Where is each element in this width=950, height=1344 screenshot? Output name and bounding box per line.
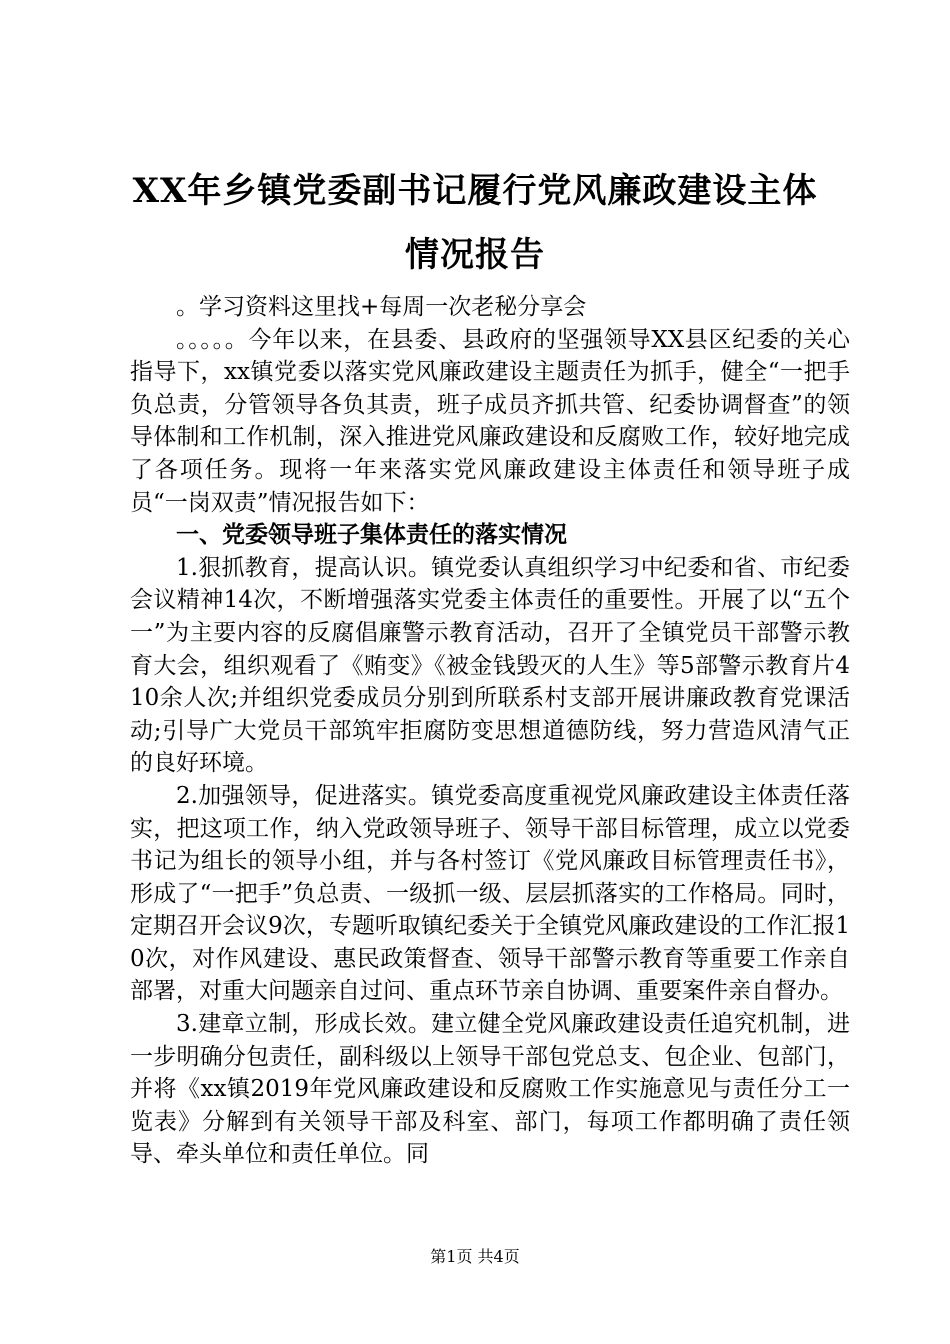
document-body [130, 291, 850, 1171]
paragraph-leadership: 2.加强领导，促进落实。镇党委高度重视党风廉政建设主体责任落实，把这项工作，纳入党政领导班子、领导干部目标管理，成立以党委书记为组长的领导小组，并与各村签订《党风廉政目标管理责任书》，形成了“一把手”负总责、一级抓一级、层层抓落实的工作格局。同时，定期召开会议9次，专题听取镇纪委关于全镇党风廉政建设的工作汇报10次，对作风建设、惠民政策督查、领导干部警示教育等重要工作亲自部署，对重大问题亲自过问、重点环节亲自协调、重要案件亲自督办。 [130, 782, 850, 1005]
intro-note: 。学习资料这里找+每周一次老秘分享会 [176, 294, 587, 320]
paragraph-institutions: 3.建章立制，形成长效。建立健全党风廉政建设责任追究机制，进一步明确分包责任，副科级以上领导干部包党总支、包企业、包部门，并将《xx镇2019年党风廉政建设和反腐败工作实施意见与责任分工一览表》分解到有关领导干部及科室、部门，每项工作都明确了责任领导、牵头单位和责任单位。同 [130, 1011, 850, 1168]
document-title-line-1: XX年乡镇党委副书记履行党风廉政建设主体 [132, 171, 818, 211]
page-footer: 第1页 共4页 [430, 1247, 520, 1266]
paragraph-education: 1.狠抓教育，提高认识。镇党委认真组织学习中纪委和省、市纪委会议精神14次，不断增强落实党委主体责任的重要性。开展了以“五个一”为主要内容的反腐倡廉警示教育活动，召开了全镇党员干部警示教育大会，组织观看了《贿变》《被金钱毁灭的人生》等5部警示教育片410余人次;并组织党委成员分别到所联系村支部开展讲廉政教育党课活动;引导广大党员干部筑牢拒腐防变思想道德防线，努力营造风清气正的良好环境。 [130, 554, 850, 777]
opening-paragraph: 。。。。。今年以来，在县委、县政府的坚强领导XX县区纪委的关心指导下，xx镇党委以落实党风廉政建设主题责任为抓手，健全“一把手负总责，分管领导各负其责，班子成员齐抓共管、纪委协调督查”的领导体制和工作机制，深入推进党风廉政建设和反腐败工作，较好地完成了各项任务。现将一年来落实党风廉政建设主体责任和领导班子成员“一岗双责”情况报告如下： [130, 326, 850, 516]
document-title-line-2: 情况报告 [405, 235, 545, 275]
section-heading: 一、党委领导班子集体责任的落实情况 [176, 522, 567, 549]
